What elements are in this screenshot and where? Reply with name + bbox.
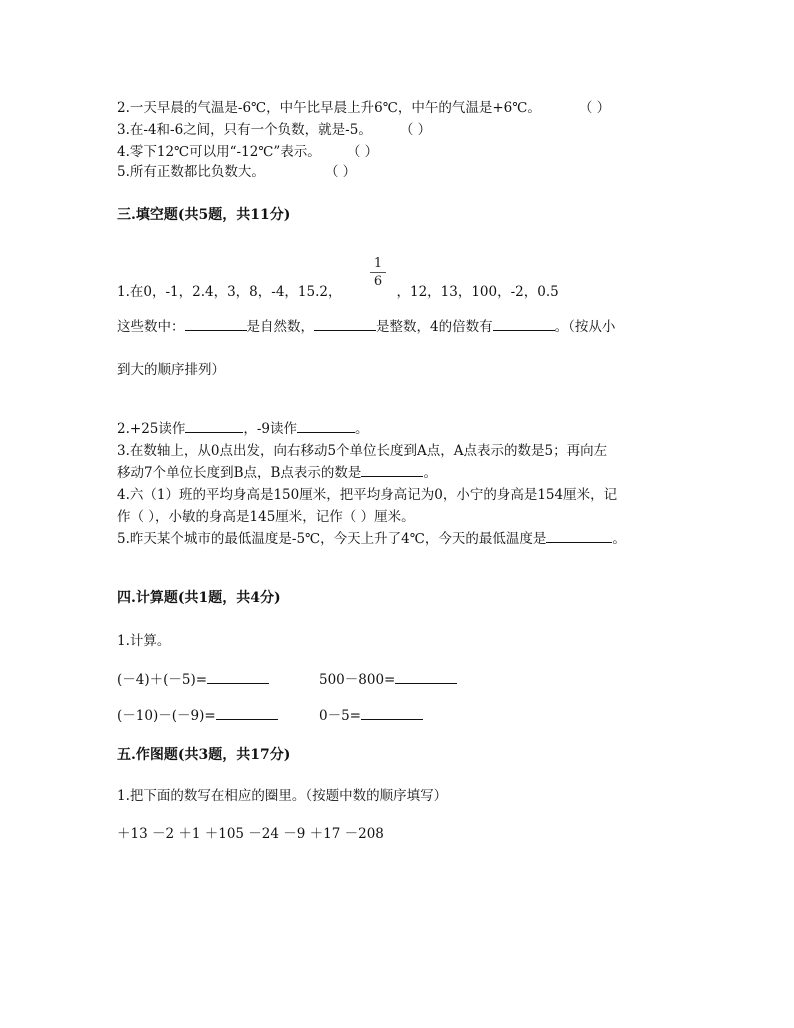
fraction-one-sixth: 1 6 xyxy=(370,256,386,289)
blank-read-plus-25[interactable] xyxy=(185,420,243,433)
fill-question-4-line1: 4.六（1）班的平均身高是150厘米，把平均身高记为0，小宁的身高是154厘米，记 xyxy=(117,487,618,503)
judge-question-4: 4.零下12℃可以用“-12℃”表示。 （ ） xyxy=(117,144,379,160)
blank-read-minus-9[interactable] xyxy=(297,420,355,433)
fill-question-2: 2.+25读作 ，-9读作 。 xyxy=(117,421,369,437)
blank-calc-3[interactable] xyxy=(216,707,278,720)
calc-expression-1: (－4)＋(－5)= xyxy=(117,671,269,689)
answer-paren[interactable]: （ ） xyxy=(578,100,611,116)
blank-calc-1[interactable] xyxy=(207,671,269,684)
section-heading-fill-blank: 三.填空题(共5题，共11分) xyxy=(117,207,291,223)
section-heading-calculation: 四.计算题(共1题，共4分) xyxy=(117,590,281,606)
calc-expression-2: 500－800= xyxy=(319,671,457,689)
judge-question-2: 2.一天早晨的气温是-6℃，中午比早晨上升6℃，中午的气温是+6℃。 （ ） xyxy=(117,100,611,116)
calc-question-1: 1.计算。 xyxy=(117,633,171,649)
blank-lowest-temperature[interactable] xyxy=(546,530,612,543)
fill-question-5: 5.昨天某个城市的最低温度是-5℃，今天上升了4℃，今天的最低温度是 。 xyxy=(117,531,626,547)
drawing-question-1: 1.把下面的数写在相应的圈里。（按题中数的顺序填写） xyxy=(117,788,448,804)
blank-calc-2[interactable] xyxy=(395,671,457,684)
blank-natural-numbers[interactable] xyxy=(185,318,247,331)
fill-question-1-line3: 到大的顺序排列） xyxy=(117,362,225,378)
answer-paren[interactable]: （ ） xyxy=(399,122,432,138)
answer-paren[interactable]: （ ） xyxy=(324,164,357,180)
fraction-bar xyxy=(370,272,386,273)
number-list: ＋13 －2 ＋1 ＋105 －24 －9 ＋17 －208 xyxy=(117,826,384,842)
judge-question-5: 5.所有正数都比负数大。 （ ） xyxy=(117,164,357,180)
fill-question-4-line2: 作（ ），小敏的身高是145厘米，记作（ ）厘米。 xyxy=(117,509,415,525)
fill-question-1-line2: 这些数中： 是自然数， 是整数，4的倍数有 。（按从小 xyxy=(117,319,616,335)
judge-question-3: 3.在-4和-6之间，只有一个负数，就是-5。 （ ） xyxy=(117,122,432,138)
blank-integers[interactable] xyxy=(314,318,376,331)
calc-expression-4: 0－5= xyxy=(319,707,423,725)
fill-question-3-line2: 移动7个单位长度到B点，B点表示的数是 。 xyxy=(117,465,437,481)
fill-question-3-line1: 3.在数轴上，从0点出发，向右移动5个单位长度到A点，A点表示的数是5；再向左 xyxy=(117,443,608,459)
answer-paren[interactable]: （ ） xyxy=(346,144,379,160)
section-heading-drawing: 五.作图题(共3题，共17分) xyxy=(117,747,291,763)
fill-question-1-numbers: 1.在0，-1，2.4，3，8，-4，15.2， ，12，13，100，-2，0.5 xyxy=(117,284,559,300)
blank-multiples-of-4[interactable] xyxy=(493,318,555,331)
calc-expression-3: (－10)－(－9)= xyxy=(117,707,278,725)
blank-point-b[interactable] xyxy=(361,464,423,477)
blank-calc-4[interactable] xyxy=(361,707,423,720)
